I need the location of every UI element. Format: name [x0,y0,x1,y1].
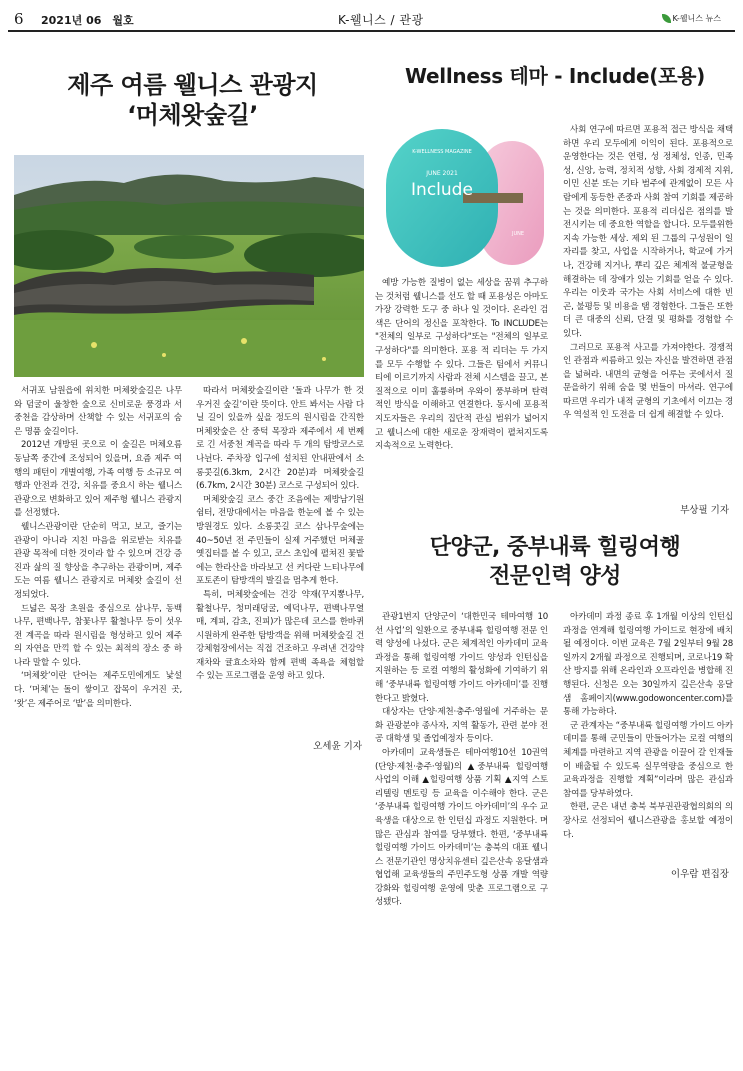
page-header [8,8,735,32]
article1-title [20,70,365,130]
article3-title-line1: 단양군, 중부내륙 힐링여행 [429,535,681,560]
leaf-icon [662,14,671,23]
article2-title: Wellness 테마 - Include(포용) [405,64,705,88]
paragraph: 한편, 군은 내년 충북 북부권관광협의회의 의장사로 선정되어 웰니스관광을 홍보할 예정이다. [563,802,733,840]
section-title: K-웰니스 / 관광 [338,13,424,27]
issue-date: 2021년 06 월호 [41,14,134,27]
paragraph: 드넓은 목장 초원을 중심으로 삼나무, 동백나무, 편백나무, 참꽃나무 활철나무 등이 섯우전 계곡을 따라 원시림을 형성하고 있어 제주의 자연을 만끽 할 수 있는 최적의 장소 중 하나라 말할 수 있다. [14,603,182,668]
forest-trail-photo [14,155,364,377]
paragraph: 2012년 개방된 곳으로 이 숲길은 머체오름 동남쪽 중간에 조성되어 있을며, 요즘 제주 여행의 패턴이 개별여행, 가족 여행 등 소규모 여행과 안전과 건강, 치유를 중요시 하는 웰니스 관광으로 변화하고 있어 제주형 웰니스 관광지를 선정했다. [14,440,182,519]
include-cover-image [368,123,562,273]
paragraph: 따라서 머체왓숲길이란 ‘돌과 나무가 한 것 우거진 숲길’이란 뜻이다. 안트 봐서는 사람 다닐 길이 있을까 싶을 정도의 원시림을 간직한 머체왓숲은 산 중턱 목장과 제주에서 세 번째로 긴 서중천 계곡을 따라 두 개의 탐방코스로 나뉜다. 주차장 입구에 설치된 안내판에서 소롱콧길(6.3km, 2시간 20분)과 머체왓숲길(6.7km, 2시간 30분) 코스로 구성되어 있다. [196,386,364,492]
newspaper-logo [662,13,721,24]
header-rule [8,30,735,32]
article3-title-line2: 전문인력 양성 [489,564,621,589]
article3-left-column [375,611,548,910]
article1-byline: 오세윤 기자 [313,741,362,752]
paragraph: 예방 가능한 질병이 없는 세상을 꿈꿔 추구하는 것처럼 웰니스를 선도 할 때 포용성은 아마도 가장 강력한 도구 중 하나 일 것이다. 온라인 검색은 단어의 정신을 포착한다. To INCLUDE는 "전체의 일부로 구성하다"또는 "전체의 일부로 구성하다"를 의미한다. 포용 적 리더는 두 가지를 모두 수행할 수 있다. 그들은 팀에서 커뮤니티에 이르기까지 사람과 전체 시스템을 끌고, 본질적으로 이미 훌륭하며 우와이 풍부하며 탄력적인 방식을 이해하고 연결한다. 동시에 포용적 지도자들은 우리의 집단적 관심 범위가 넓어지고 웰니스에 대한 새로운 장재력이 펼쳐지도록 지속적으로 노력한다. [375,278,548,452]
paragraph: 사회 연구에 따르면 포용적 접근 방식을 채택하면 우리 모두에게 이익이 된다. 포용적으로 운영한다는 것은 연령, 성 정체성, 인종, 민족성, 신앙, 능력, 정치적 성향, 사회 경제적 지위, 이민 신분 또는 기타 범주에 관계없이 모든 사람에게 동등한 존중과 사회 참여 기회를 제공하는 것을 의미한다. 포용적 리더십은 점의를 발전시키는 데 중요한 역할을 합니다. 모두를위한 지속 가능한 세상. 제외 된 그룹의 구성원이 일자리를 찾고, 사업을 시작하거나, 학교에 가거나, 건강해 지거나, 뿌리 깊은 체계적 불균형을 해결하는 데 장애가 있는 기회를 얻을 수 있다. 우리는 이웃과 국가는 사회 서비스에 대한 빈곤, 불평등 및 비용을 탬 경험한다. 그들은 또한 더 큰 대중의 신뢰, 단결 및 평화를 경험할 수 있다. [563,125,733,339]
paragraph: 관광1번지 단양군이 ‘대한민국 테마여행 10선 사업’의 일환으로 중부내륙 힐링여행 전문 인력 양성에 나섰다. 군은 체계적인 아카데미 교육 과정을 통해 힐링여행 가이드 양성과 인턴십을 지원하는 등 로컬 여행의 활성화에 기여하기 위해 ‘중부내륙 힐링여행 가이드 아카데미’를 진행한다고 밝혔다. [375,612,548,704]
paragraph: 아카데미 과정 종료 후 1개월 이상의 인턴십 과정을 연계해 힐링여행 가이드로 현장에 배치될 예정이다. 이번 교육은 7월 2일부터 9월 28일까지 2개월 과정으로 진행되며, 코로나19 확산 방지를 위해 온라인과 오프라인을 병합해 진행된다. 신청은 오는 30일까지 깊은산속 옹달샘 홈페이지(www.godowoncenter.com)를 통해 가능하다. [563,612,733,718]
cover-date-text: JUNE 2021 [426,170,458,177]
cover-small-text: K-WELLNESS MAGAZINE [412,149,472,155]
article2-left-column [375,277,548,454]
paragraph: 그러므로 포용적 사고를 가져야한다. 경쟁적인 관점과 씨름하고 있는 자신을 발견하면 관점을 넓혀라. 내면의 균형을 어루는 곳에서서 질문을하기 위해 숨을 몇 번들이 마셔라. 연구에 따르면 우리가 내적 균형의 기초에서 이끄는 경우 역설적 인 도전을 더 쉽게 해결할 수 있다. [563,342,733,421]
forest-trail-illustration [14,155,364,377]
logo-text: K-웰니스 뉴스 [672,14,721,23]
article2-right-column [563,124,733,423]
article2-byline: 부상필 기자 [680,505,729,516]
article1-column1 [14,385,182,711]
article3-title [375,533,735,591]
cover-side-text: JUNE [511,231,525,237]
paragraph: 대상자는 단양·제천·충주·영월에 거주하는 문화 관광분야 종사자, 지역 활동가, 관련 분야 전공 대학생 및 졸업예정자 등이다. [375,707,548,745]
cover-include-word: Include [411,180,473,200]
article3-right-column [563,611,733,842]
article1-column2 [196,385,364,684]
article1-title-line1: 제주 여름 웰니스 관광지 [67,71,318,99]
paragraph: 군 관계자는 “중부내륙 힐링여행 가이드 아카데미를 통해 군민들이 만들어가는 로컬 여행의 체계를 마련하고 지역 관광을 이끌어 갈 인재들이 배출될 수 있도록 실무역량을 중심으로 한 교육과정을 진행할 계획”이라며 많은 관심과 참여를 당부하였다. [563,720,733,799]
paragraph: 서귀포 남원읍에 위치한 머체왓숲길은 나무와 덤굴이 울창한 숲으로 신비로운 풍경과 서중천을 감상하며 산책할 수 있는 서귀포의 숨은 명품 숲길이다. [14,386,182,437]
paragraph: ‘머체왓’이란 단어는 제주도민에게도 낯설다. ‘머체’는 돌이 쌓이고 잡목이 우거진 곳, ‘왓’은 제주어로 ‘밭’을 의미한다. [14,671,182,709]
page-number: 6 [14,10,24,28]
article3-byline: 이우람 편집장 [670,869,729,880]
paragraph: 아카데미 교육생들은 테마여행10선 10권역(단양·제천·충주·영월)의 ▲중부내륙 힐링여행 사업의 이해 ▲힐링여행 상품 기획 ▲지역 스토리텔링 멘토링 등 교육을 이수해야 한다. 군은 ‘중부내륙 힐링여행 가이드 아카데미’의 우수 교육생을 대상으로 한 인턴십 과정도 지원한다. 며 많은 관심과 참여를 당부했다. 한편, ‘중부내륙 힐링여행 가이드 아카데미’는 충북의 대표 웰니스 전문기관인 명상치유센터 깊은산속 옹달샘과 협업해 교육생들의 주민주도형 상품 개발 역량 강화와 힐링여행 운영에 맞춘 프로그램으로 구성됐다. [375,747,548,908]
include-cover-graphic [368,123,562,273]
paragraph: 특히, 머체왓숲에는 건강 약재(꾸지뽕나무, 활철나무, 청미래덩굴, 예덕나무, 편백나무열매, 계피, 감초, 진피)가 많은데 코스를 한바퀴 시원하게 완주한 탐방객을 위해 머체왓숲길 건강체험장에서는 직접 건조하고 우려낸 건강약재차와 귤효소차와 함께 편백 족욕을 체험할 수 있는 프로그램을 운영 하고 있다. [196,589,364,682]
paragraph: 웰니스관광이란 단순히 먹고, 보고, 즐기는 관광이 아니라 지친 마음을 위로받는 치유를 관광 목적에 더한 것이라 할 수 있으며 건강 증진과 삶의 질 향상을 추구하는 관광이며, 제주도는 여름 웰니스 관광지로 머체왓 숲길이 선정되었다. [14,521,182,600]
article1-title-line2: ‘머체왓숲길’ [127,101,258,129]
paragraph: 머체왓숲길 코스 중간 조음에는 제방남기원쉼터, 전망대에서는 마음을 한눈에 볼 수 있는 방원경도 있다. 소롱콧길 코스 삼나무숲에는 40~50년 전 주민들이 실제 거주했던 머체골 옛집터를 볼 수 있고, 코스 초입에 펼쳐진 꽃밭에는 한라산을 바라보고 선 커다란 느티나무에 포토존이 탐방객의 발길을 멈추게 한다. [196,494,364,587]
